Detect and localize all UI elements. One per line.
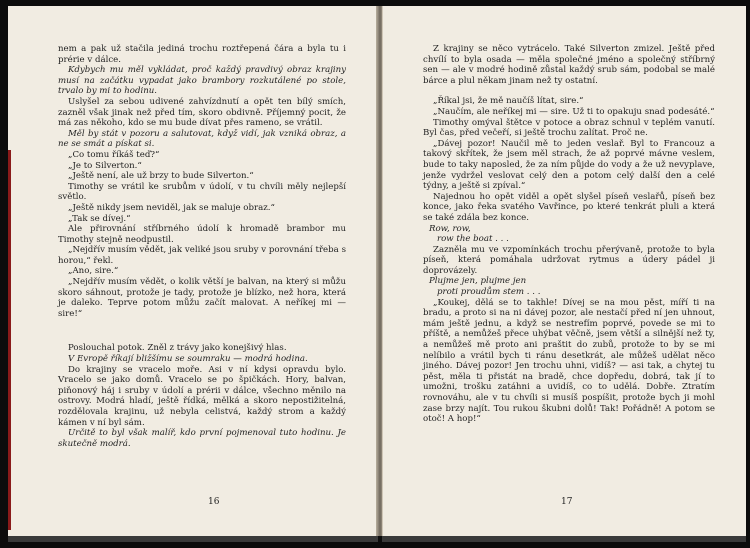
paragraph: „Ještě není, ale už brzy to bude Silverton.“ xyxy=(68,171,254,182)
paragraph: „Ano, sire.“ xyxy=(68,266,119,277)
paragraph: Poslouchal potok. Zněl z trávy jako konejšivý hlas. xyxy=(68,343,287,354)
paragraph: „Nejdřív musím vědět, jak veliké jsou sruby v porovnání třeba s horou,“ řekl. xyxy=(58,245,346,266)
paragraph: Ale přirovnání stříbrného údolí k hromadě brambor mu Timothy stejně neodpustil. xyxy=(58,224,346,245)
paragraph: „Koukej, dělá se to takhle! Dívej se na mou pěst, míří ti na bradu, a proto si na ni dávej pozor, ale nestačí před ní jen uhnout, mám ještě jednu, a když se nestrefím poprvé, povede se mi to příště, a nemůžeš přece uhýbat věčně, jsem větší a silnější než ty, a nemůžeš mě proto ani praštit do zubů, protože to by se mi nelíbilo a vrátil bych ti ránu desetkrát, ale můžeš udělat něco jiného. Dávej pozor! Jen trochu uhni, vidíš? — asi tak, a chytej tu pěst, měla ti přistát na bradě, chce dopředu, dobrá, tak jí to umožni, trošku zatáhni a uvidíš, co to udělá. Dobře. Ztratím rovnováhu, ale v tu chvíli si musíš pospíšit, protože bych ji mohl zase brzy najít. Tou rukou škubni dolů! Tak! Pořádně! A potom se otoč! A hop!“ xyxy=(423,297,715,425)
paragraph: „Ještě nikdy jsem neviděl, jak se maluje obraz.“ xyxy=(68,202,275,213)
cover-edge xyxy=(8,150,11,530)
paragraph: Z krajiny se něco vytrácelo. Také Silverton zmizel. Ještě před chvílí to byla osada — měla společné jméno a společný stříbrný sen — ale v modré hodině zůstal každý srub sám, podobal se malé bárce a plul někam jinam než ty ostatní. xyxy=(423,44,715,86)
paragraph: Timothy se vrátil ke srubům v údolí, v tu chvíli měly nejlepší světlo. xyxy=(58,181,346,203)
paragraph: „Naučím, ale neříkej mi — sire. Už ti to opakuju snad podesáté.“ xyxy=(433,106,715,117)
paragraph: „Dávej pozor! Naučil mě to jeden veslař. Byl to Francouz a takový skřítek, že jsem měl strach, že až poprvé mávne veslem, bude to taky naposled, že za ním půjde do vody a že už nevyplave, jenže vydržel veslovat celý den a potom celý další den a celé týdny, a ještě si zpíval.“ xyxy=(423,138,715,192)
paragraph: Měl by stát v pozoru a salutovat, když vidí, jak vzniká obraz, a ne se smát a pískat si. xyxy=(58,128,346,150)
paragraph: „Co tomu říkáš teď?“ xyxy=(68,149,160,160)
right-page-text xyxy=(423,44,715,425)
paragraph: „Říkal jsi, že mě naučíš lítat, sire.“ xyxy=(433,96,584,107)
right-page xyxy=(382,6,746,536)
left-page-text xyxy=(58,44,346,449)
paragraph: „Nejdřív musím vědět, o kolik větší je balvan, na který si můžu skoro sáhnout, protože je tady, protože je blízko, než hora, která je daleko. Teprve potom můžu začít malovat. A neříkej mi — sire!“ xyxy=(58,277,346,319)
paragraph: Najednou ho opět viděl a opět slyšel píseň veslařů, píseň bez konce, jako řeka svatého Vavřince, po které tenkrát pluli a která se také zdála bez konce. xyxy=(423,191,715,223)
paragraph: Uslyšel za sebou udivené zahvízdnutí a opět ten bílý smích, zazněl však jinak než před tím, skoro obdivně. Příjemný pocit, že má zas někoho, kdo se mu bude dívat přes rameno, se vrátil. xyxy=(58,96,346,129)
paragraph: „Tak se dívej.“ xyxy=(68,213,131,224)
paragraph: proti proudům stem . . . xyxy=(437,287,541,298)
paragraph: Zazněla mu ve vzpomínkách trochu přerývaně, protože to byla píseň, která pomáhala udržovat rytmus a údery pádel ji doprovázely. xyxy=(423,244,715,276)
paragraph: Určitě to byl však malíř, kdo první pojmenoval tuto hodinu. Je skutečně modrá. xyxy=(58,428,346,449)
paragraph: V Evropě říkají bližšímu se soumraku — modrá hodina. xyxy=(68,354,308,365)
paragraph: Do krajiny se vracelo moře. Asi v ní kdysi opravdu bylo. Vracelo se jako domů. Vracelo se po špičkách. Hory, balvan, piňonový háj i sruby v údolí a prérii v dálce, všechno měnilo na ostrovy. Modrá hladí, ještě řídká, mělká a skoro nepostižitelná, rozdělovala krajinu, už nebyla celistvá, každý strom a každý kámen v ní byl sám. xyxy=(58,364,346,428)
paragraph: Timothy omýval štětce v potoce a obraz schnul v teplém vanutí. Byl čas, před večeří, si ještě trochu zalítat. Proč ne. xyxy=(423,117,715,139)
paragraph: nem a pak už stačila jediná trochu roztřepená čára a byla tu i prérie v dálce. xyxy=(58,44,346,65)
section-break xyxy=(58,319,346,343)
section-break xyxy=(423,86,715,96)
paragraph: Row, row, xyxy=(429,223,471,234)
paragraph: Kdybych mu měl vykládat, proč každý pravdivý obraz krajiny musí na začátku vypadat jako brambory rozkutálené po stole, trvalo by mi to hodinu. xyxy=(58,65,346,97)
right-page-number: 17 xyxy=(561,497,573,507)
paragraph: Plujme jen, plujme jen xyxy=(429,276,527,287)
paragraph: row the boat . . . xyxy=(437,234,509,245)
left-page-number: 16 xyxy=(208,497,220,507)
page-bottom-edge xyxy=(382,536,746,542)
paragraph: „Je to Silverton.“ xyxy=(68,160,142,171)
page-bottom-edge xyxy=(8,536,378,542)
left-page xyxy=(8,6,378,536)
